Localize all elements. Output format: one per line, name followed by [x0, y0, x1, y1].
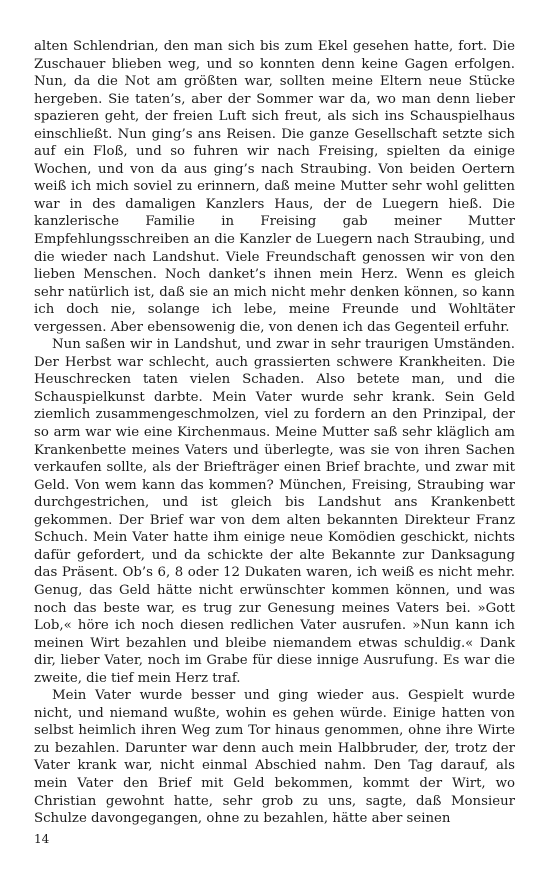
page-number: 14	[34, 832, 50, 846]
paragraph-2: Nun saßen wir in Landshut, und zwar in sehr traurigen Umständen. Der Herbst war schlecht, auch grassierten schwere Krankheiten. Die Heuschrecken taten vielen Schaden. Also betete man, und die Schauspielkunst darbte. Mein Vater wurde sehr krank. Sein Geld ziemlich zusammengeschmolzen, viel zu fordern an den Prinzipal, der so arm war wie eine Kirchenmaus. Meine Mutter saß sehr kläglich am Krankenbette meines Vaters und überlegte, was sie von ihren Sachen verkaufen sollte, als der Briefträger einen Brief brachte, und zwar mit Geld. Von wem kann das kommen? München, Freising, Straubing war durchgestrichen, und ist gleich bis Landshut ans Krankenbett gekommen. Der Brief war von dem alten bekannten Direkteur Franz Schuch. Mein Vater hatte ihm einige neue Komödien geschickt, nichts dafür gefordert, und da schickte der alte Bekannte zur Danksagung das Präsent. Ob’s 6, 8 oder 12 Dukaten waren, ich weiß es nicht mehr. Genug, das Geld hätte nicht erwünschter kommen können, und was noch das beste war, es trug zur Genesung meines Vaters bei. »Gott Lob,« höre ich noch diesen redlichen Vater ausrufen. »Nun kann ich meinen Wirt bezahlen und bleibe niemandem etwas schuldig.« Dank dir, lieber Vater, noch im Grabe für diese innige Ausrufung. Es war die zweite, die tief mein Herz traf.	[34, 337, 515, 686]
body-text	[34, 38, 515, 828]
paragraph-3: Mein Vater wurde besser und ging wieder aus. Gespielt wurde nicht, und niemand wußte, wohin es gehen würde. Einige hatten von selbst heimlich ihren Weg zum Tor hinaus genommen, ohne ihre Wirte zu bezahlen. Darunter war denn auch mein Halbbruder, der, trotz der Vater krank war, nicht einmal Abschied nahm. Den Tag darauf, als mein Vater den Brief mit Geld bekommen, kommt der Wirt, wo Christian gewohnt hatte, sehr grob zu uns, sagte, daß Monsieur Schulze davongegangen, ohne zu bezahlen, hätte aber seinen	[34, 688, 515, 827]
paragraph-1: alten Schlendrian, den man sich bis zum Ekel gesehen hatte, fort. Die Zuschauer blieben weg, und so konnten denn keine Gagen erfolgen. Nun, da die Not am größten war, sollten meine Eltern neue Stücke hergeben. Sie taten’s, aber der Sommer war da, wo man denn lieber spazieren geht, der freien Luft sich freut, als sich ins Schauspielhaus einschließt. Nun ging’s ans Reisen. Die ganze Gesellschaft setzte sich auf ein Floß, und so fuhren wir nach Freising, spielten da einige Wochen, und von da aus ging’s nach Straubing. Von beiden Oertern weiß ich mich soviel zu erinnern, daß meine Mutter sehr wohl gelitten war in des damaligen Kanzlers Haus, der de Luegern hieß. Die kanzlerische Familie in Freising gab meiner Mutter Empfehlungsschreiben an die Kanzler de Luegern nach Straubing, und die wieder nach Landshut. Viele Freundschaft genossen wir von den lieben Menschen. Noch danket’s ihnen mein Herz. Wenn es gleich sehr natürlich ist, daß sie an mich nicht mehr denken können, so kann ich doch nie, solange ich lebe, meine Freunde und Wohltäter vergessen. Aber ebensowenig die, von denen ich das Gegenteil erfuhr.	[34, 39, 515, 335]
